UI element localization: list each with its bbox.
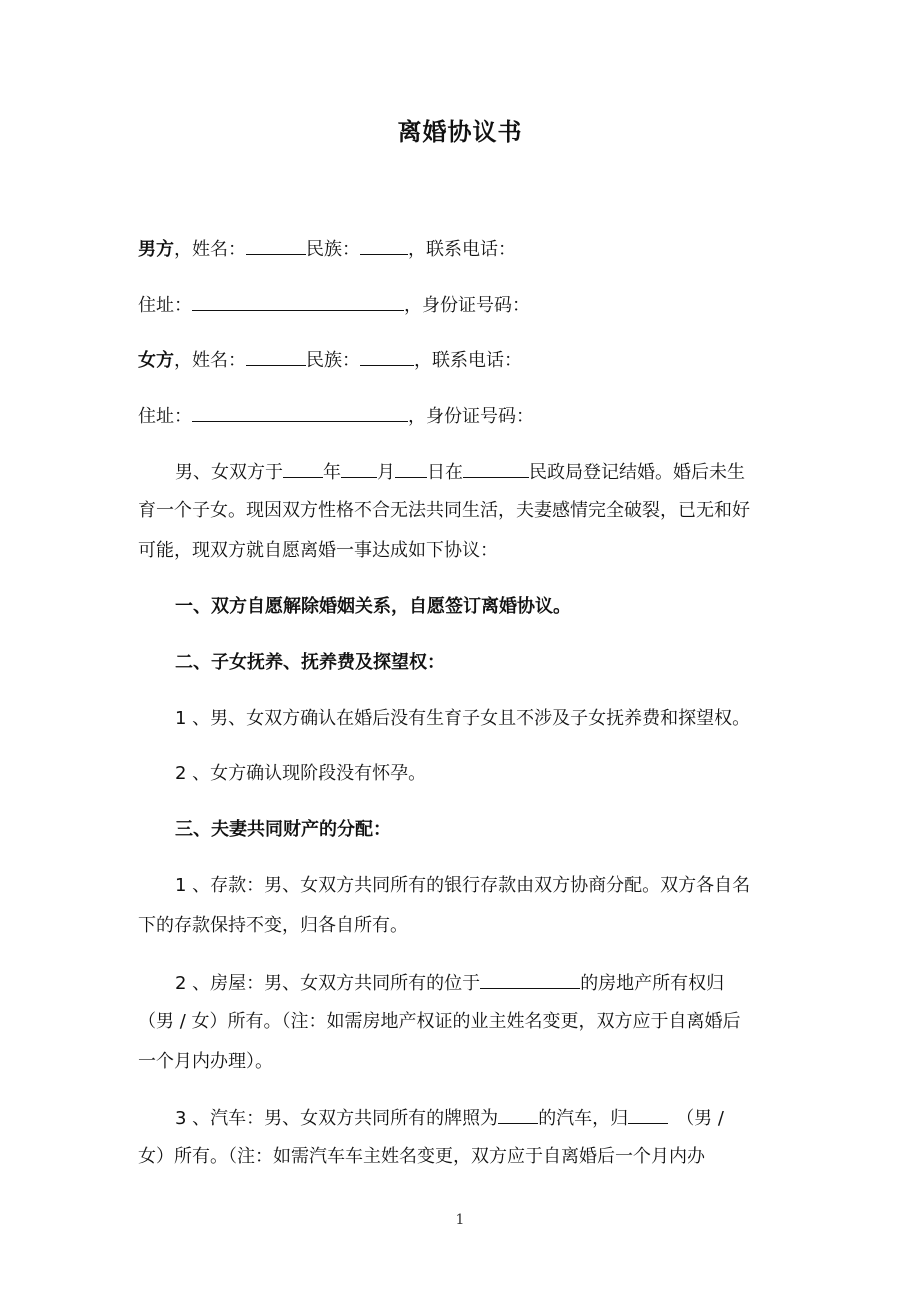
male-name-label: ，姓名：: [174, 239, 246, 260]
female-name-blank[interactable]: [246, 347, 306, 366]
car-plate-blank[interactable]: [498, 1105, 538, 1124]
female-name-label: ，姓名：: [174, 350, 246, 371]
female-ethnicity-blank[interactable]: [360, 347, 414, 366]
female-ethnicity-label: 民族：: [306, 350, 360, 371]
s3-item3-line2: 女）所有。（注：如需汽车车主姓名变更，双方应于自离婚后一个月内办: [138, 1146, 705, 1167]
female-phone-label: ，联系电话：: [414, 350, 522, 371]
s3-item2-line3: 一个月内办理）。: [138, 1051, 273, 1072]
female-address-line: [138, 403, 788, 429]
page-number: 1: [455, 1212, 465, 1228]
male-address-blank[interactable]: [192, 292, 404, 311]
car-text-c: （男 /: [676, 1108, 724, 1129]
section-2-heading: 二、子女抚养、抚养费及探望权：: [175, 652, 445, 673]
s3-item2-line1: [175, 970, 825, 996]
female-label: 女方: [138, 350, 174, 371]
male-party-line: [138, 236, 788, 262]
female-address-label: 住址：: [138, 406, 192, 427]
car-owner-blank[interactable]: [628, 1105, 668, 1124]
intro-line-1: [175, 459, 825, 485]
bureau-blank[interactable]: [463, 459, 529, 478]
s3-item1-line2: 下的存款保持不变，归各自所有。: [138, 915, 408, 936]
s3-item2-line2: （男 / 女）所有。（注：如需房地产权证的业主姓名变更，双方应于自离婚后: [138, 1011, 741, 1032]
car-text-a: 3 、汽车：男、女双方共同所有的牌照为: [175, 1108, 499, 1129]
house-text-b: 的房地产所有权归: [580, 973, 725, 994]
month-blank[interactable]: [341, 459, 377, 478]
intro-text-a: 男、女双方于: [175, 462, 283, 483]
intro-line-2: 育一个子女。现因双方性格不合无法共同生活，夫妻感情完全破裂，已无和好: [138, 500, 750, 521]
year-blank[interactable]: [283, 459, 323, 478]
male-address-label: 住址：: [138, 295, 192, 316]
section-1-heading: 一、双方自愿解除婚姻关系，自愿签订离婚协议。: [175, 596, 571, 617]
male-id-label: ，身份证号码：: [404, 295, 530, 316]
year-label: 年: [323, 462, 341, 483]
male-address-line: [138, 292, 788, 318]
s3-item3-line1: [175, 1105, 825, 1131]
day-blank[interactable]: [395, 459, 427, 478]
document-title: 离婚协议书: [397, 118, 523, 146]
section-2-item-1: 1 、男、女双方确认在婚后没有生育子女且不涉及子女抚养费和探望权。: [175, 708, 751, 729]
month-label: 月: [377, 462, 395, 483]
intro-line-3: 可能，现双方就自愿离婚一事达成如下协议：: [138, 540, 498, 561]
day-label: 日在: [427, 462, 463, 483]
house-text-a: 2 、房屋：男、女双方共同所有的位于: [175, 973, 481, 994]
s3-item1-line1: 1 、存款：男、女双方共同所有的银行存款由双方协商分配。双方各自名: [175, 875, 751, 896]
male-ethnicity-blank[interactable]: [360, 236, 408, 255]
female-id-label: ，身份证号码：: [408, 406, 534, 427]
section-3-heading: 三、夫妻共同财产的分配：: [175, 819, 391, 840]
male-name-blank[interactable]: [246, 236, 306, 255]
female-party-line: [138, 347, 788, 373]
male-phone-label: ，联系电话：: [408, 239, 516, 260]
male-ethnicity-label: 民族：: [306, 239, 360, 260]
section-2-item-2: 2 、女方确认现阶段没有怀孕。: [175, 763, 427, 784]
female-address-blank[interactable]: [192, 403, 408, 422]
male-label: 男方: [138, 239, 174, 260]
intro-text-b: 民政局登记结婚。婚后未生: [529, 462, 745, 483]
car-text-b: 的汽车，归: [538, 1108, 629, 1129]
house-location-blank[interactable]: [480, 970, 580, 989]
